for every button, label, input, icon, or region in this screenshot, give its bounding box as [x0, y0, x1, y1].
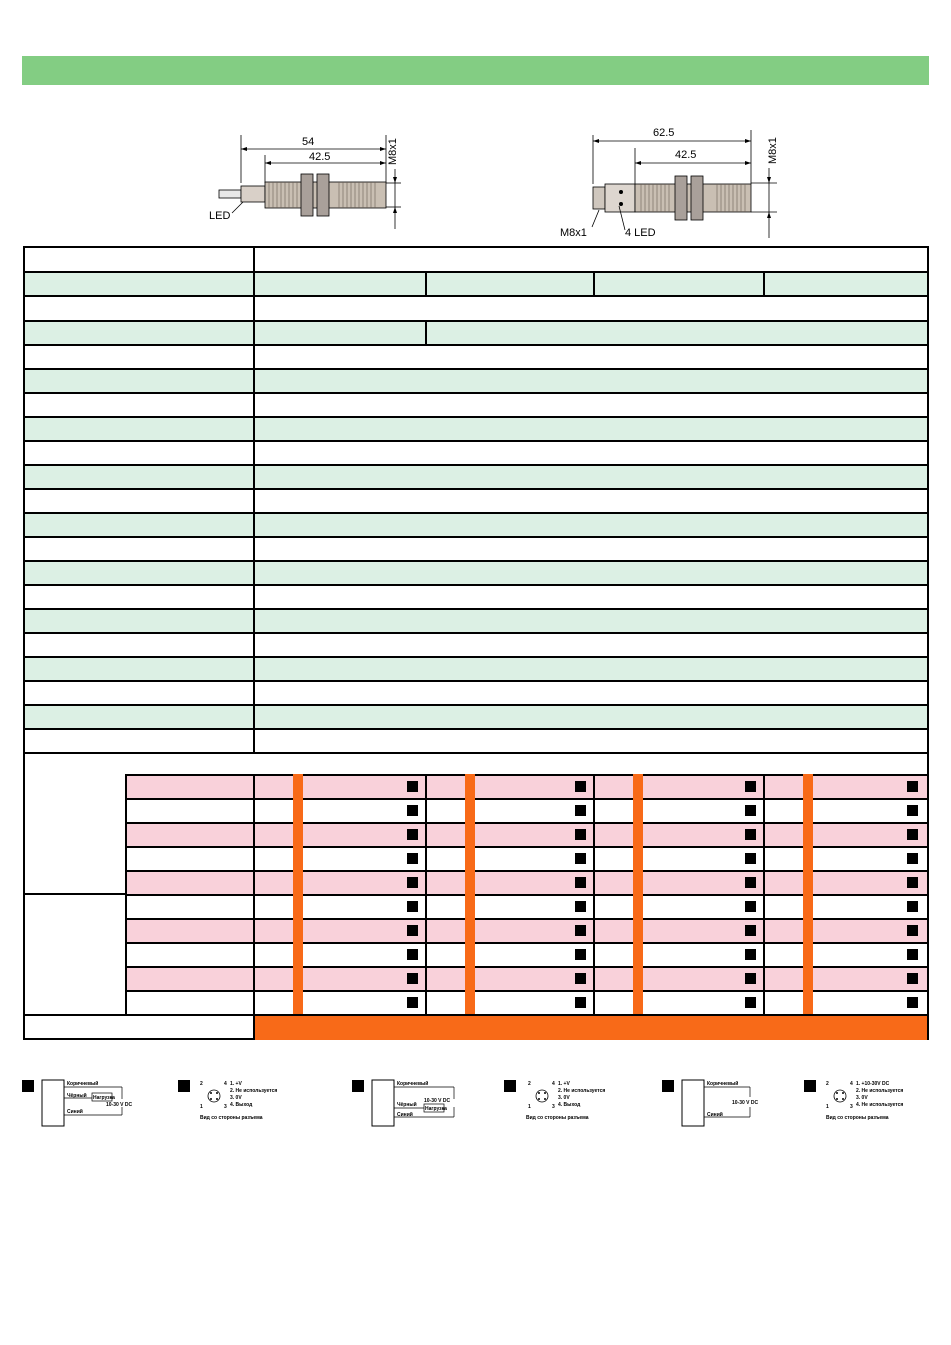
- option-marker: [407, 829, 418, 840]
- option-marker: [407, 925, 418, 936]
- pin-number: 3: [224, 1104, 227, 1110]
- view-caption: Вид со стороны разъема: [200, 1115, 263, 1121]
- table-row: [25, 512, 927, 536]
- led-label-left: LED: [209, 210, 231, 222]
- option-marker: [575, 973, 586, 984]
- option-marker: [907, 973, 918, 984]
- option-marker: [575, 949, 586, 960]
- table-row: [25, 271, 927, 295]
- pin-number: 2: [528, 1081, 531, 1087]
- pin-label: 2. Не используется: [856, 1088, 904, 1094]
- table-row: [25, 536, 927, 560]
- pin-number: 1: [528, 1104, 531, 1110]
- option-marker: [745, 901, 756, 912]
- table-row: [25, 704, 927, 728]
- table-row: [25, 608, 927, 632]
- dim-thread-right: 42.5: [675, 149, 697, 161]
- option-marker: [575, 877, 586, 888]
- table-row-footer: [25, 1014, 927, 1040]
- pin-label: 3. 0V: [230, 1095, 242, 1101]
- option-marker: [745, 997, 756, 1008]
- option-marker: [745, 877, 756, 888]
- option-marker: [745, 781, 756, 792]
- wiring-cable-3: [662, 1075, 782, 1135]
- option-marker: [745, 829, 756, 840]
- option-marker: [575, 781, 586, 792]
- wire-label: Синий: [67, 1109, 83, 1115]
- wiring-cable-2: [352, 1075, 472, 1135]
- wire-label: Синий: [707, 1112, 723, 1118]
- option-marker: [745, 973, 756, 984]
- pin-label: 4. Выход: [230, 1102, 253, 1108]
- dim-total-left: 54: [302, 136, 315, 148]
- option-marker: [745, 925, 756, 936]
- pin-label: 2. Не используется: [558, 1088, 606, 1094]
- option-marker: [407, 949, 418, 960]
- wire-label: Чёрный: [397, 1102, 417, 1108]
- sensor-drawing-connector: [555, 120, 790, 245]
- table-row: [25, 488, 927, 512]
- sensor-drawing-cable: [205, 125, 420, 235]
- table-row: [25, 584, 927, 608]
- table-row: [25, 440, 927, 464]
- option-marker: [575, 853, 586, 864]
- pin-number: 1: [826, 1104, 829, 1110]
- pin-label: 1. +10-30V DC: [856, 1081, 890, 1087]
- table-row: [25, 416, 927, 440]
- table-row: [25, 656, 927, 680]
- wiring-connector-1: [178, 1075, 298, 1135]
- option-marker: [407, 853, 418, 864]
- supply-label: 10-30 V DC: [732, 1100, 759, 1106]
- wiring-cable-1: [22, 1075, 142, 1135]
- pin-label: 4. Не используется: [856, 1102, 904, 1108]
- option-marker: [745, 949, 756, 960]
- table-section-header: [25, 752, 927, 776]
- option-marker: [407, 901, 418, 912]
- option-marker: [575, 805, 586, 816]
- wiring-connector-3: [804, 1075, 934, 1135]
- option-marker: [407, 973, 418, 984]
- pin-label: 4. Выход: [558, 1102, 581, 1108]
- orange-stripe: [465, 774, 475, 1016]
- option-marker: [907, 829, 918, 840]
- thread-label-left: M8x1: [387, 138, 399, 165]
- wire-label: Коричневый: [707, 1081, 739, 1087]
- option-marker: [907, 925, 918, 936]
- option-marker: [745, 853, 756, 864]
- pin-number: 3: [850, 1104, 853, 1110]
- table-row: [25, 632, 927, 656]
- supply-label: 10-30 V DC: [424, 1098, 451, 1104]
- wire-label: Коричневый: [397, 1081, 429, 1087]
- led-label-right: 4 LED: [625, 227, 656, 239]
- option-marker: [575, 997, 586, 1008]
- pin-label: 3. 0V: [558, 1095, 570, 1101]
- title-banner: [22, 56, 929, 85]
- pin-number: 3: [552, 1104, 555, 1110]
- table-row: [25, 295, 927, 320]
- connector-label-right: M8x1: [560, 227, 587, 239]
- wiring-connector-2: [504, 1075, 624, 1135]
- option-marker: [407, 805, 418, 816]
- option-marker: [407, 877, 418, 888]
- option-marker: [907, 853, 918, 864]
- view-caption: Вид со стороны разъема: [826, 1115, 889, 1121]
- table-row: [25, 392, 927, 416]
- table-row: [25, 680, 927, 704]
- table-row: [25, 246, 927, 271]
- orange-stripe: [293, 774, 303, 1016]
- table-row: [25, 344, 927, 368]
- pin-label: 1. +V: [230, 1081, 242, 1087]
- table-row: [25, 368, 927, 392]
- pin-number: 4: [850, 1081, 853, 1087]
- pin-label: 2. Не используется: [230, 1088, 278, 1094]
- pin-label: 3. 0V: [856, 1095, 868, 1101]
- table-row: [25, 320, 927, 344]
- option-marker: [575, 925, 586, 936]
- dim-total-right: 62.5: [653, 127, 675, 139]
- option-marker: [407, 781, 418, 792]
- dim-thread-left: 42.5: [309, 151, 331, 163]
- option-marker: [575, 829, 586, 840]
- option-marker: [907, 805, 918, 816]
- load-label: Нагрузка: [93, 1095, 115, 1101]
- pin-number: 2: [200, 1081, 203, 1087]
- table-row: [25, 464, 927, 488]
- thread-label-right: M8x1: [767, 137, 779, 164]
- option-marker: [907, 949, 918, 960]
- orange-stripe: [803, 774, 813, 1016]
- supply-label: 10-30 V DC: [106, 1102, 133, 1108]
- group-cell-1: [25, 774, 127, 894]
- group-cell-2: [25, 893, 127, 1015]
- orange-stripe: [633, 774, 643, 1016]
- view-caption: Вид со стороны разъема: [526, 1115, 589, 1121]
- option-marker: [907, 781, 918, 792]
- option-marker: [907, 901, 918, 912]
- option-marker: [407, 997, 418, 1008]
- option-marker: [907, 877, 918, 888]
- table-row: [25, 560, 927, 584]
- wire-label: Коричневый: [67, 1081, 99, 1087]
- spec-table: [23, 246, 929, 1040]
- wire-label: Чёрный: [67, 1093, 87, 1099]
- pin-number: 2: [826, 1081, 829, 1087]
- option-marker: [907, 997, 918, 1008]
- pin-label: 1. +V: [558, 1081, 570, 1087]
- wire-label: Синий: [397, 1112, 413, 1118]
- pin-number: 1: [200, 1104, 203, 1110]
- table-row: [25, 728, 927, 752]
- pin-number: 4: [552, 1081, 555, 1087]
- option-marker: [745, 805, 756, 816]
- option-marker: [575, 901, 586, 912]
- pin-number: 4: [224, 1081, 227, 1087]
- load-label: Нагрузка: [425, 1106, 447, 1112]
